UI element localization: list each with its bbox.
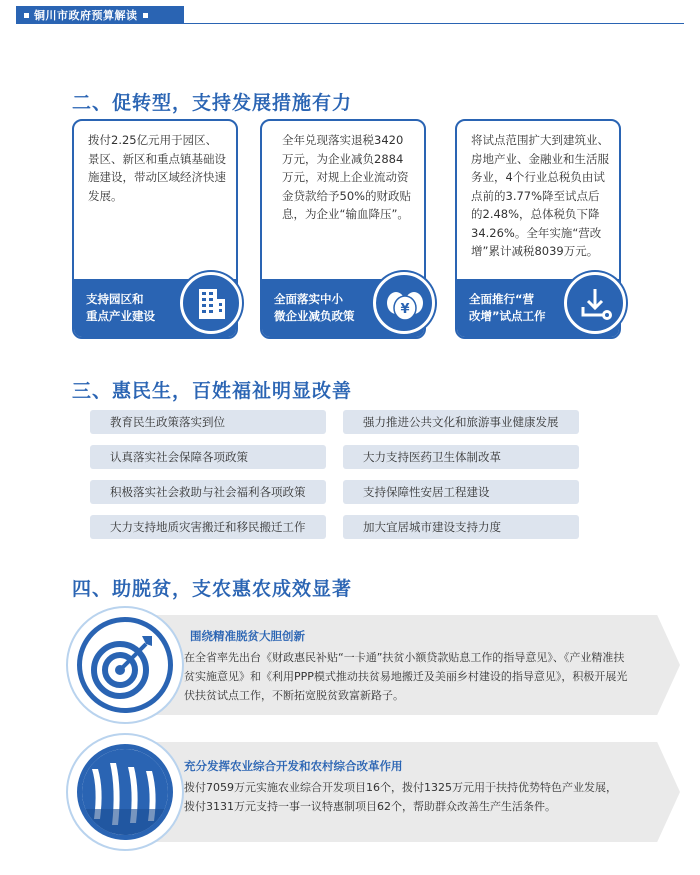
card-text: 将试点范围扩大到建筑业、房地产业、金融业和生活服务业，4个行业总税负由试点前的3.77%降至试点后的2.48%，总体税负下降34.26%。全年实施“营改增”累计减税8039万元。 — [471, 133, 609, 258]
welfare-item: 教育民生政策落实到位 — [90, 410, 326, 434]
target-icon — [66, 606, 184, 724]
agriculture-text: 拨付7059万元实施农业综合开发项目16个，拨付1325万元用于扶持优势特色产业发展，拨付3131万元支持一事一议特惠制项目62个，帮助群众改善生产生活条件。 — [184, 781, 617, 813]
card-label-line2: 重点产业建设 — [86, 309, 155, 323]
poverty-title: 围绕精准脱贫大胆创新 — [190, 629, 305, 643]
welfare-item: 大力支持医药卫生体制改革 — [343, 445, 579, 469]
svg-text:¥: ¥ — [400, 302, 410, 317]
page-header — [0, 6, 700, 26]
card-label-line1: 支持园区和 — [86, 292, 144, 306]
header-square-left — [24, 13, 29, 18]
card-label-line2: 微企业减负政策 — [274, 309, 355, 323]
agriculture-title: 充分发挥农业综合开发和农村综合改革作用 — [184, 759, 403, 773]
welfare-item: 支持保障性安居工程建设 — [343, 480, 579, 504]
card-label-line1: 全面推行“营 — [469, 292, 535, 306]
card-label-line1: 全面落实中小 — [274, 292, 343, 306]
download-gear-icon — [564, 272, 626, 334]
card-text: 全年兑现落实退税3420万元，为企业减负2884万元，对规上企业流动资金贷款给予50%的财政贴息，为企业“输血降压”。 — [282, 133, 412, 221]
welfare-item: 大力支持地质灾害搬迁和移民搬迁工作 — [90, 515, 326, 539]
welfare-item: 积极落实社会救助与社会福利各项政策 — [90, 480, 326, 504]
section-title-livelihood: 三、惠民生，百姓福祉明显改善 — [72, 380, 353, 402]
poverty-text: 在全省率先出台《财政惠民补贴“一卡通”扶贫小额贷款贴息工作的指导意见》、《产业精准扶贫实施意见》和《利用PPP模式推动扶贫易地搬迁及美丽乡村建设的指导意见》，积极开展光伏扶贫试点工作，不断拓宽脱贫致富新路子。 — [184, 651, 628, 702]
card-text: 拨付2.25亿元用于园区、景区、新区和重点镇基础设施建设，带动区域经济快速发展。 — [88, 133, 226, 203]
agriculture-icon — [66, 733, 184, 851]
header-bar — [16, 6, 184, 24]
header-title: 铜川市政府预算解读 — [34, 9, 138, 22]
welfare-item: 认真落实社会保障各项政策 — [90, 445, 326, 469]
header-square-right — [143, 13, 148, 18]
section-title-transformation: 二、促转型，支持发展措施有力 — [72, 92, 353, 114]
header-divider — [184, 23, 684, 24]
money-bag-icon — [373, 272, 435, 334]
card-label-line2: 改增”试点工作 — [469, 309, 546, 323]
welfare-item: 强力推进公共文化和旅游事业健康发展 — [343, 410, 579, 434]
welfare-item: 加大宜居城市建设支持力度 — [343, 515, 579, 539]
section-title-poverty: 四、助脱贫，支农惠农成效显著 — [72, 578, 353, 600]
building-icon — [180, 272, 242, 334]
